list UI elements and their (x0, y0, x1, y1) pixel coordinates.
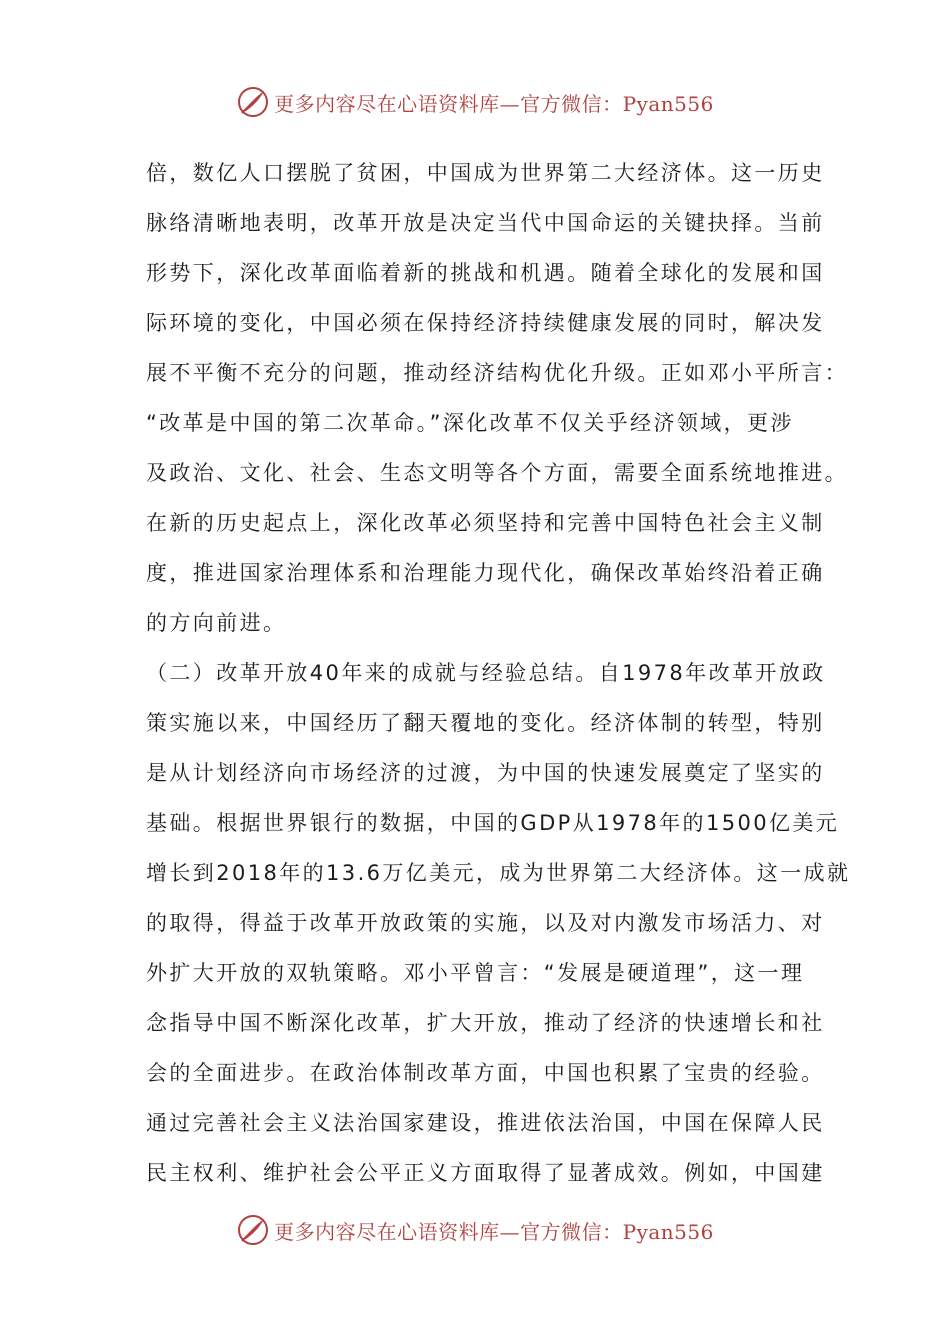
footer-text: 更多内容尽在心语资料库—官方微信：Pyan556 (274, 1219, 714, 1244)
footer-banner (0, 1212, 950, 1248)
section-heading-line: （二）改革开放40年来的成就与经验总结。自1978年改革开放政 (146, 661, 826, 685)
quill-logo-icon (236, 85, 270, 119)
text-line: 通过完善社会主义法治国家建设，推进依法治国，中国在保障人民 (146, 1111, 825, 1135)
quill-logo-icon (236, 1213, 270, 1247)
text-line: 的方向前进。 (146, 611, 287, 635)
text-line: “改革是中国的第二次革命。”深化改革不仅关乎经济领域，更涉 (146, 411, 794, 435)
text-line: 民主权利、维护社会公平正义方面取得了显著成效。例如，中国建 (146, 1161, 825, 1185)
text-line: 会的全面进步。在政治体制改革方面，中国也积累了宝贵的经验。 (146, 1061, 825, 1085)
text-line: 的取得，得益于改革开放政策的实施，以及对内激发市场活力、对 (146, 911, 825, 935)
text-line: 及政治、文化、社会、生态文明等各个方面，需要全面系统地推进。 (146, 461, 848, 485)
text-line: 际环境的变化，中国必须在保持经济持续健康发展的同时，解决发 (146, 311, 825, 335)
text-line: 外扩大开放的双轨策略。邓小平曾言：“发展是硬道理”，这一理 (146, 961, 805, 985)
text-line: 基础。根据世界银行的数据，中国的GDP从1978年的1500亿美元 (146, 811, 840, 835)
body-text (146, 148, 851, 1198)
text-line: 增长到2018年的13.6万亿美元，成为世界第二大经济体。这一成就 (146, 861, 851, 885)
text-line: 策实施以来，中国经历了翻天覆地的变化。经济体制的转型，特别 (146, 711, 825, 735)
header-text: 更多内容尽在心语资料库—官方微信：Pyan556 (274, 91, 714, 116)
text-line: 脉络清晰地表明，改革开放是决定当代中国命运的关键抉择。当前 (146, 211, 825, 235)
text-line: 在新的历史起点上，深化改革必须坚持和完善中国特色社会主义制 (146, 511, 825, 535)
text-line: 展不平衡不充分的问题，推动经济结构优化升级。正如邓小平所言： (146, 361, 848, 385)
text-line: 形势下，深化改革面临着新的挑战和机遇。随着全球化的发展和国 (146, 261, 825, 285)
text-line: 倍，数亿人口摆脱了贫困，中国成为世界第二大经济体。这一历史 (146, 161, 825, 185)
text-line: 念指导中国不断深化改革，扩大开放，推动了经济的快速增长和社 (146, 1011, 825, 1035)
text-line: 是从计划经济向市场经济的过渡，为中国的快速发展奠定了坚实的 (146, 761, 825, 785)
text-line: 度，推进国家治理体系和治理能力现代化，确保改革始终沿着正确 (146, 561, 825, 585)
header-banner (0, 84, 950, 120)
